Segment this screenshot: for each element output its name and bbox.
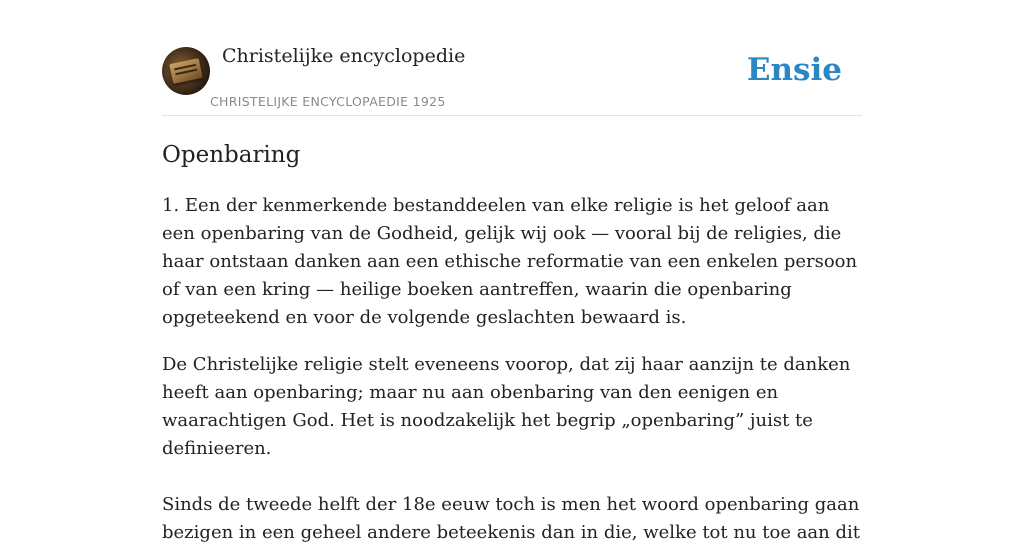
article-paragraph: 1. Een der kenmerkende bestanddeelen van elke religie is het geloof aan een openbaring van de Godheid, gelijk wij ook — vooral bij de religies, die haar ontstaan danken aan een ethische reformatie van een enkelen persoon of van een kring — heilige boeken aantreffen, waarin die openbaring opgeteekend en voor de volgende geslachten bewaard is. — [162, 195, 858, 328]
article — [162, 138, 862, 547]
article-title: Openbaring — [162, 142, 301, 168]
header — [162, 0, 862, 116]
article-paragraph: De Christelijke religie stelt eveneens voorop, dat zij haar aanzijn te danken heeft aan openbaring; maar nu aan obenbaring van den eenigen en waarachtigen God. Het is noodzakelijk het begrip „openbaring” juist te definieeren. — [162, 354, 851, 459]
article-paragraph: Sinds de tweede helft der 18e eeuw toch is men het woord openbaring gaan bezigen in een geheel andere beteekenis dan in die, welke tot nu toe aan dit — [162, 494, 860, 543]
site-subtitle[interactable]: CHRISTELIJKE ENCYCLOPAEDIE 1925 — [210, 94, 446, 109]
site-title[interactable]: Christelijke encyclopedie — [222, 45, 466, 67]
avatar[interactable] — [162, 47, 210, 95]
book-icon — [169, 58, 203, 84]
brand-logo[interactable]: Ensie — [746, 52, 842, 88]
